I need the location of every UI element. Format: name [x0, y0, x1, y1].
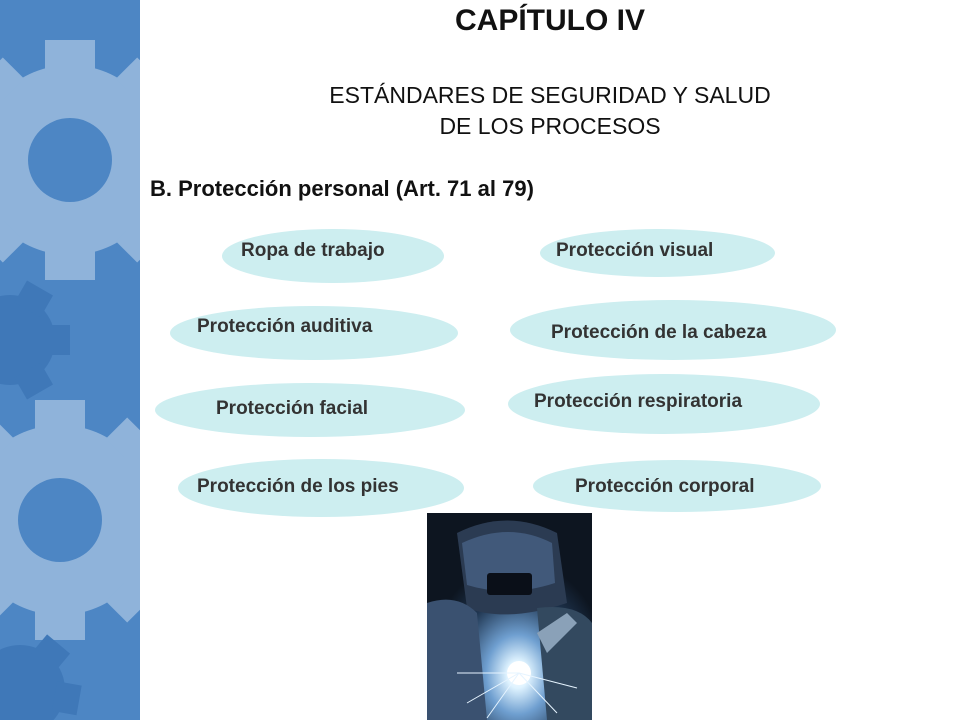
- label-proteccion-de-la-cabeza: Protección de la cabeza: [551, 322, 767, 343]
- label-proteccion-corporal: Protección corporal: [575, 476, 755, 497]
- label-ropa-de-trabajo: Ropa de trabajo: [241, 240, 385, 261]
- gear-pattern-icon: [0, 0, 140, 720]
- section-heading: B. Protección personal (Art. 71 al 79): [150, 176, 534, 201]
- label-proteccion-auditiva: Protección auditiva: [197, 316, 373, 337]
- subtitle-line-1: ESTÁNDARES DE SEGURIDAD Y SALUD: [329, 82, 771, 108]
- label-proteccion-respiratoria: Protección respiratoria: [534, 391, 743, 412]
- label-proteccion-de-los-pies: Protección de los pies: [197, 476, 399, 497]
- label-proteccion-facial: Protección facial: [216, 398, 369, 419]
- subtitle-line-2: DE LOS PROCESOS: [439, 113, 661, 139]
- gear-sidebar: [0, 0, 140, 720]
- welder-photo: [427, 513, 592, 720]
- label-proteccion-visual: Protección visual: [556, 240, 714, 261]
- chapter-title: CAPÍTULO IV: [454, 4, 645, 37]
- chapter-subtitle: [140, 80, 960, 142]
